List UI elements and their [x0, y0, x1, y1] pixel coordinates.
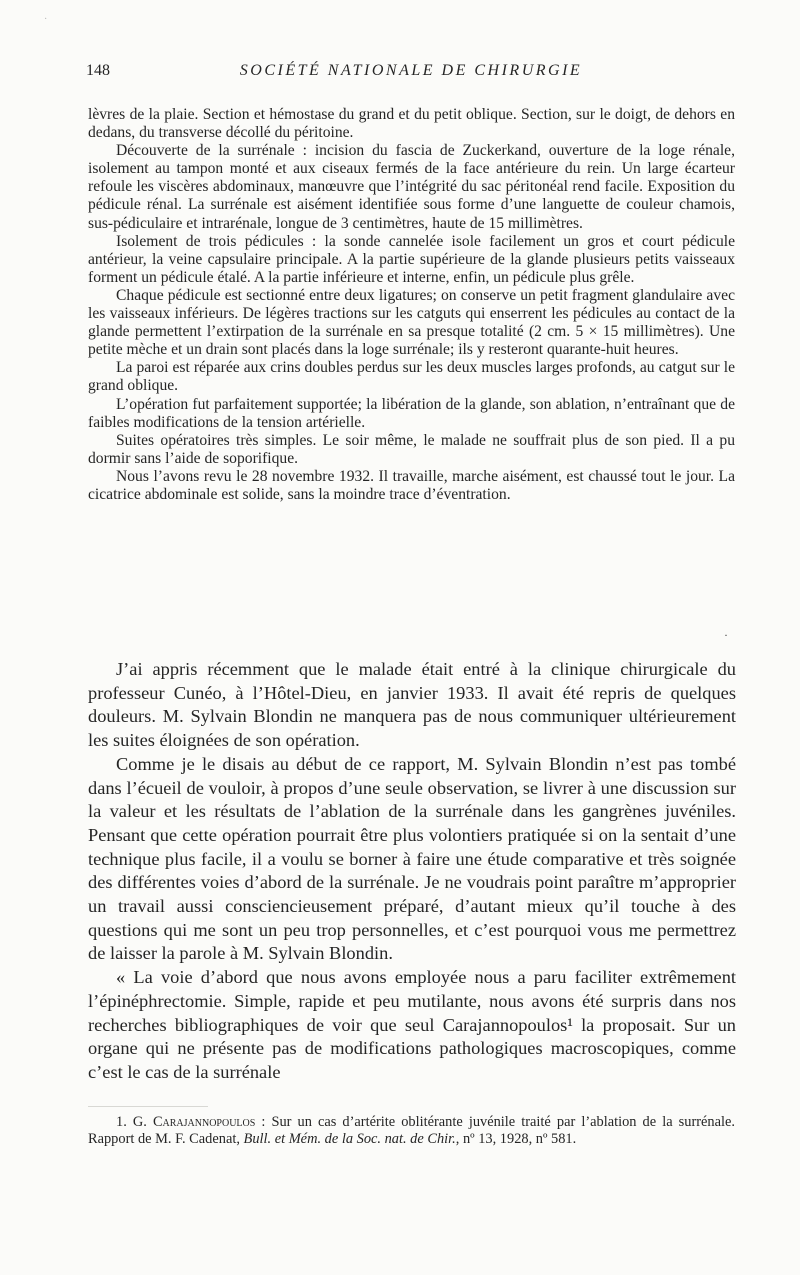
- observation-text: [88, 106, 735, 504]
- footnote-divider: [88, 1106, 208, 1107]
- paragraph: Nous l’avons revu le 28 novembre 1932. Il travaille, marche aisément, est chaussé tout le jour. La cicatrice abdominale est solide, sans la moindre trace d’éventration.: [88, 467, 735, 503]
- page-header: [86, 62, 736, 86]
- paragraph: Suites opératoires très simples. Le soir même, le malade ne souffrait plus de son pied. Il a pu dormir sans l’aide de soporifique.: [88, 431, 735, 467]
- paragraph: « La voie d’abord que nous avons employée nous a paru faciliter extrêmement l’épinéphrectomie. Simple, rapide et peu mutilante, nous avons été surpris dans nos recherches bibliographiques de voir que seul Carajannopoulos¹ la proposait. Sur un organe qui ne présente pas de modifications pathologiques macroscopiques, comme c’est le cas de la surrénale: [88, 967, 736, 1082]
- running-head: SOCIÉTÉ NATIONALE DE CHIRURGIE: [239, 62, 583, 79]
- footnote-number: 1. G.: [116, 1114, 147, 1130]
- paragraph: La paroi est réparée aux crins doubles perdus sur les deux muscles larges profonds, au catgut sur le grand oblique.: [88, 359, 735, 395]
- paragraph: Isolement de trois pédicules : la sonde cannelée isole facilement un gros et court pédicule antérieur, la veine capsulaire principale. A la partie supérieure de la glande plusieurs petits vaisseaux forment un pédicule étalé. A la partie inférieure et interne, enfin, un pédicule plus grêle.: [88, 232, 735, 286]
- footnote-text: : Sur un cas d’artérite oblitérante juvénile traité par l’ablation de la surrénale. Rapport de M. F. Cadenat,: [88, 1114, 735, 1148]
- paragraph: J’ai appris récemment que le malade était entré à la clinique chirurgicale du professeur Cunéo, à l’Hôtel-Dieu, en janvier 1933. Il avait été repris de quelques douleurs. M. Sylvain Blondin ne manquera pas de nous communiquer ultérieurement les suites éloignées de son opération.: [88, 659, 736, 751]
- footnote-text-end: , nº 13, 1928, nº 581.: [455, 1131, 577, 1148]
- footnote-author: Carajannopoulos: [152, 1114, 256, 1130]
- paragraph: Chaque pédicule est sectionné entre deux ligatures; on conserve un petit fragment glandulaire avec les vaisseaux inférieurs. De légères tractions sur les catguts qui enserrent les pédicules au contact de la glande permettent l’extirpation de la surrénale en sa presque totalité (2 cm. 5 × 15 millimètres). Une petite mèche et un drain sont placés dans la loge surrénale; ils y resteront quarante-huit heures.: [88, 286, 735, 359]
- report-text: [88, 658, 736, 1085]
- margin-mark: ·: [724, 628, 728, 642]
- paragraph: Découverte de la surrénale : incision du fascia de Zuckerkand, ouverture de la loge rénale, isolement au tampon monté et aux ciseaux fermés de la face antérieure du rein. Un large écarteur refoule les viscères abdominaux, manœuvre que l’intégrité du sac péritonéal rend facile. Exposition du pédicule rénal. La surrénale est aisément identifiée sous forme d’une languette de couleur chamois, sus-pédiculaire et intrarénale, longue de 3 centimètres, haute de 15 millimètres.: [88, 142, 735, 232]
- paragraph: lèvres de la plaie. Section et hémostase du grand et du petit oblique. Section, sur le doigt, de dehors en dedans, du transverse décollé du péritoine.: [88, 106, 735, 142]
- scan-speck: ·: [44, 14, 48, 25]
- paragraph: L’opération fut parfaitement supportée; la libération de la glande, son ablation, n’entraînant que de faibles modifications de la tension artérielle.: [88, 395, 735, 431]
- footnote-journal: Bull. et Mém. de la Soc. nat. de Chir.: [243, 1131, 456, 1148]
- footnote: [88, 1114, 735, 1149]
- page-number: 148: [86, 62, 110, 79]
- paragraph: Comme je le disais au début de ce rapport, M. Sylvain Blondin n’est pas tombé dans l’écueil de vouloir, à propos d’une seule observation, se livrer à une discussion sur la valeur et les résultats de l’ablation de la surrénale dans les gangrènes juvéniles. Pensant que cette opération pourrait être plus volontiers pratiquée si on la sentait d’une technique plus facile, il a voulu se borner à faire une étude comparative et très soignée des différentes voies d’abord de la surrénale. Je ne voudrais point paraître m’approprier un travail aussi consciencieusement préparé, d’autant mieux qu’il touche à des questions qui me sont un peu trop personnelles, et c’est pourquoi vous me permettrez de laisser la parole à M. Sylvain Blondin.: [88, 753, 736, 964]
